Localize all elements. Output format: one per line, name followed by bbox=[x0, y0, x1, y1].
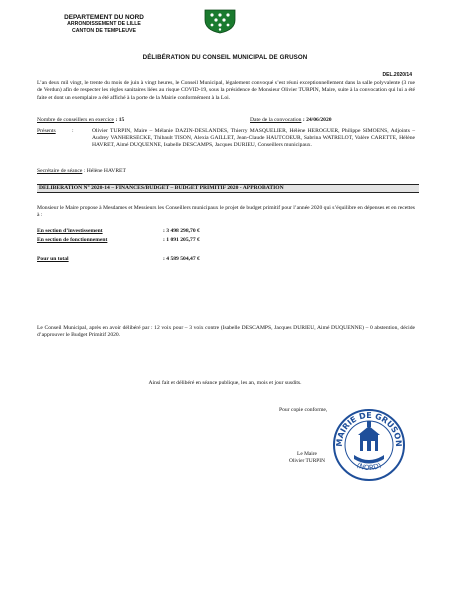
budget-operating-value: : 1 091 205,77 € bbox=[163, 237, 200, 243]
budget-operating-label: En section de fonctionnement bbox=[37, 237, 108, 243]
mayor-name: Olivier TURPIN bbox=[289, 458, 325, 464]
decision-paragraph: Le Conseil Municipal, après en avoir délibéré par : 12 voix pour – 3 voix contre (Isabelle DESCAMPS, Jacques DURIEU, Aimé DUQUENNE) – 0 abstention, décide d’approuver le Budget Primitif 2020. bbox=[37, 325, 415, 339]
secretaire-line bbox=[37, 168, 126, 174]
deliberation-reference: DEL.2020/14 bbox=[382, 72, 412, 78]
conseillers-label: Nombre de conseillers en exercice bbox=[37, 117, 115, 123]
convocation-value: : 24/06/2020 bbox=[302, 117, 332, 123]
coat-of-arms-icon bbox=[203, 8, 237, 34]
secretaire-label: Secrétaire de séance bbox=[37, 168, 83, 174]
copy-conforme: Pour copie conforme, bbox=[279, 407, 328, 413]
closing-statement: Ainsi fait et délibéré en séance publique, les an, mois et jour susdits. bbox=[148, 380, 302, 386]
convocation-line bbox=[250, 117, 332, 123]
header-department: DEPARTEMENT DU NORD bbox=[64, 14, 144, 21]
header-arrondissement: ARRONDISSEMENT DE LILLE bbox=[67, 21, 141, 28]
presents-label bbox=[37, 128, 56, 134]
conseillers-value: : 15 bbox=[115, 117, 125, 123]
presents-separator: : bbox=[72, 128, 74, 134]
conseillers-line bbox=[37, 117, 124, 124]
mayor-signature-block bbox=[282, 451, 332, 465]
secretaire-value: : Hélène HAVRET bbox=[82, 168, 126, 174]
page-title: DÉLIBÉRATION DU CONSEIL MUNICIPAL DE GRUSON bbox=[142, 54, 308, 61]
proposal-paragraph: Monsieur le Maire propose à Mesdames et Messieurs les Conseillers municipaux le projet de budget primitif pour l’année 2020 qui s’équilibre en dépenses et en recettes à : bbox=[37, 205, 415, 219]
presents-list: Olivier TURPIN, Maire – Mélanie DAZIN-DESLANDES, Thierry MASQUELIER, Hélène HEROGUER, Philippe SIMOENS, Adjoints – Audrey VANHERSECKE, Thibault TISON, Alexia GAILLET, Jean-Claude HAUTCOEUR, Sabrina WATRELOT, Valère CARETTE, Hélène HAVRET, Aimé DUQUENNE, Isabelle DESCAMPS, Jacques DURIEU, Conseillers municipaux. bbox=[92, 128, 415, 149]
intro-paragraph: L’an deux mil vingt, le trente du mois de juin à vingt heures, le Conseil Municipal, légalement convoqué s’est réuni exceptionnellement dans la salle polyvalente (3 rue de Verdun) afin de respecter les règles sanitaires liées au risque COVID-19, sous la présidence de Monsieur Olivier TURPIN, Maire, suite à la convocation qui lui a été faite et dont un exemplaire a été affiché à la porte de la Mairie conformément à la Loi. bbox=[37, 80, 415, 101]
convocation-label: Date de la convocation bbox=[250, 117, 302, 123]
department-header bbox=[44, 14, 164, 36]
mairie-stamp-icon bbox=[330, 405, 408, 483]
budget-investment-value: : 3 498 298,70 € bbox=[163, 228, 200, 234]
stamp-bottom-text: (NORD) bbox=[355, 461, 383, 473]
header-canton: CANTON DE TEMPLEUVE bbox=[72, 28, 136, 35]
budget-investment-label: En section d’investissement bbox=[37, 228, 103, 234]
budget-total-value: : 4 589 504,47 € bbox=[163, 256, 200, 262]
mayor-title: Le Maire bbox=[297, 451, 317, 457]
budget-total-label: Pour un total bbox=[37, 256, 69, 262]
deliberation-title: DELIBERATION N° 2020-14 – FINANCES/BUDGET – BUDGET PRIMITIF 2020 - APPROBATION bbox=[37, 184, 419, 193]
stamp-top-text: MAIRIE DE GRUSON bbox=[334, 410, 404, 447]
presents-label-text: Présents bbox=[37, 128, 56, 134]
